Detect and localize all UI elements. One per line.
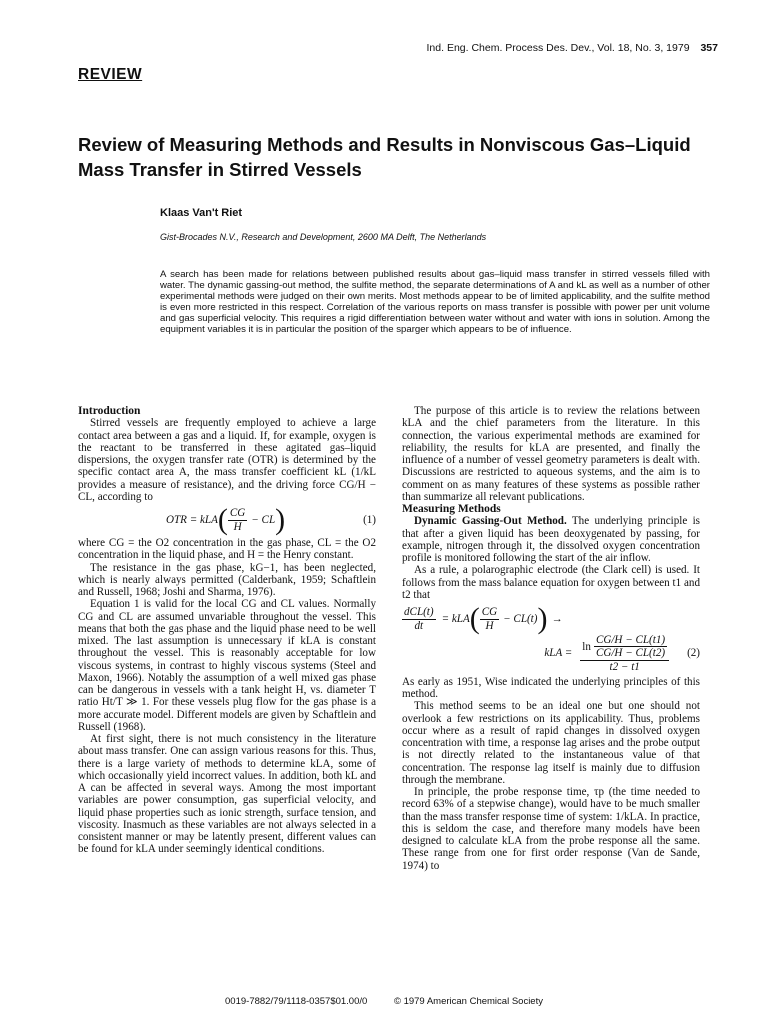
gassing-out-text-1: The underlying principle is that after a given liquid has been deoxygenated by passing, for example, nitrogen through it, the dissolved oxygen concentration profile is monitored following the start of the air inflow.	[402, 515, 700, 564]
eq2-numerator: CG	[481, 606, 498, 619]
section-tag: REVIEW	[78, 66, 143, 83]
eq2-arrow: →	[551, 612, 563, 625]
eq1-close-paren: )	[275, 503, 286, 536]
eq1-open-paren: (	[217, 503, 228, 536]
abstract: A search has been made for relations between published results about gas–liquid mass transfer in stirred vessels filled with water. The dynamic gassing-out method, the sulfite method, the separate determinations of A and kL as well as a number of other experimental methods were judged on their own merits. Most methods appear to be of limited applicability, and the sulfite method is even more restricted in this respect. Correlation of the various reports on mass transfer is possible with power per unit volume and gas superficial velocity. This requires a rigid differentiation between water without and water with ions in solution. Among the equipment variables it is in particular the position of the sparger which appears to be of influence.	[160, 269, 710, 335]
eq2-main-fraction	[580, 634, 669, 673]
eq1-denominator: H	[233, 520, 242, 533]
eq2-kla: kLA =	[544, 647, 573, 660]
page-number: 357	[700, 42, 718, 54]
gassing-out-paragraph-2: As a rule, a polarographic electrode (the Clark cell) is used. It follows from the mass balance equation for oxygen between t1 and t2 that	[402, 564, 700, 601]
intro-paragraph-4: Equation 1 is valid for the local CG and CL values. Normally CG and CL are assumed unvariable throughout the vessel. This means that both the gas phase and the liquid phase need to be well mixed. The last assumption is unnecessary if kLA is constant throughout the vessel. This is reasonably acceptable for low viscous systems, in contrast to highly viscous systems (Steel and Maxon, 1966). Notably the assumption of a well mixed gas phase can be dangerous in vessels with a tank height H, vs. diameter T ratio Ht/T ≫ 1. For these vessels plug flow for the gas phase is a more accurate model. Different models are given by Schaftlein and Russell (1968).	[78, 598, 376, 733]
eq2-close-paren: )	[537, 602, 548, 635]
gassing-out-paragraph-4: This method seems to be an ideal one but one should not overlook a few restrictions on its applicability. Thus, problems occur where as a result of rapid changes in dissolved oxygen concentration with time, a response lag arises and the probe output is not directly related to the instantaneous value of that concentration. The response lag itself is mainly due to diffusion through the membrane.	[402, 700, 700, 786]
eq2-time-denominator: t2 − t1	[609, 660, 640, 673]
author-affiliation: Gist-Brocades N.V., Research and Development, 2600 MA Delft, The Netherlands	[160, 232, 487, 242]
subheading-dynamic-gassing-out: Dynamic Gassing-Out Method.	[414, 515, 567, 528]
eq2-ln-numerator: CG/H − CL(t1)	[595, 634, 666, 646]
intro-paragraph-1: Stirred vessels are frequently employed to achieve a large contact area between a gas and a liquid. If, for example, oxygen is the reactant to be transferred in these agitated gas–liquid dispersions, the oxygen transfer rate (OTR) is determined by the specific contact area A, the mass transfer coefficient kL (1/kL provides a measure of resistance), and the driving force CG/H − CL, according to	[78, 417, 376, 503]
page-footer	[0, 996, 768, 1007]
gassing-out-paragraph-5: In principle, the probe response time, τp (the time needed to record 63% of a stepwise change), would have to be much smaller than the mass transfer response time of system: 1/kLA. In practice, this is seldom the case, and therefore many models have been designed to calculate kLA from the probe response all the same. These range from one for first order response (Van de Sande, 1974) to	[402, 786, 700, 872]
eq2-open-paren: (	[469, 602, 480, 635]
eq1-numerator: CG	[229, 507, 246, 520]
eq2-ln-fraction	[594, 634, 667, 660]
section-heading-measuring-methods: Measuring Methods	[402, 503, 501, 515]
intro-paragraph-2: where CG = the O2 concentration in the gas phase, CL = the O2 concentration in the liquid phase, and H = the Henry constant.	[78, 537, 376, 562]
eq1-tail: − CL	[251, 513, 276, 526]
eq2-derivative-numerator: dCL(t)	[404, 606, 434, 619]
gassing-out-paragraph-1	[402, 515, 700, 564]
gassing-out-paragraph-3: As early as 1951, Wise indicated the underlying principles of this method.	[402, 675, 700, 700]
right-column	[402, 405, 700, 872]
copyright-notice: © 1979 American Chemical Society	[393, 996, 543, 1007]
eq2-fraction	[480, 606, 499, 632]
eq2-number: (2)	[687, 647, 700, 660]
left-column	[78, 405, 376, 856]
eq2-derivative	[402, 606, 436, 632]
purpose-paragraph: The purpose of this article is to review the relations between kLA and the chief parameters from the literature. In this connection, the various experimental methods are examined for reliability, the results for kLA are presented, and finally the influence of a number of vessel geometry parameters is dealt with. Discussions are restricted to aqueous systems, and the aim is to comment on as many features of these systems as possible rather than summarize all relevant publications.	[402, 405, 700, 503]
equation-2	[402, 604, 700, 673]
eq1-fraction	[228, 507, 247, 533]
eq2-ln-denominator: CG/H − CL(t2)	[595, 647, 666, 660]
running-head	[427, 42, 718, 54]
eq2-line-2	[402, 634, 700, 673]
eq2-derivative-denominator: dt	[414, 619, 424, 632]
article-code: 0019-7882/79/1118-0357$01.00/0	[225, 996, 368, 1007]
eq1-number: (1)	[363, 513, 376, 526]
eq2-tail: − CL(t)	[503, 612, 538, 625]
article-title: Review of Measuring Methods and Results in Nonviscous Gas–Liquid Mass Transfer in Stirred Vessels	[78, 134, 691, 180]
equation-1	[78, 505, 376, 535]
eq2-ln: ln	[582, 640, 591, 653]
section-heading-introduction: Introduction	[78, 405, 141, 417]
eq2-line-1	[402, 604, 700, 634]
eq2-denominator: H	[485, 619, 494, 632]
eq2-mid: = kLA	[441, 612, 470, 625]
intro-paragraph-5: At first sight, there is not much consistency in the literature about mass transfer. One can assign various reasons for this. Thus, there is a large variety of methods to determine kLA, some of which occasionally yield incorrect values. In addition, both kL and A can be affected in several ways. Among the most important variables are power consumption, gas superficial velocity, and liquid phase properties such as ionic strength, surface tension, and viscosity. Inasmuch as these variables are not always selected in a consistent manner or may be latently present, different values can be found for kLA under seemingly identical conditions.	[78, 733, 376, 856]
intro-paragraph-3: The resistance in the gas phase, kG−1, has been neglected, which is nearly always permitted (Calderbank, 1959; Schaftlein and Russell, 1968; Joshi and Sharma, 1976).	[78, 561, 376, 598]
eq1-lhs: OTR = kLA	[166, 513, 218, 526]
author-name: Klaas Van't Riet	[160, 207, 243, 219]
journal-citation: Ind. Eng. Chem. Process Des. Dev., Vol. 18, No. 3, 1979	[426, 42, 690, 54]
eq2-ln-group	[580, 634, 669, 661]
